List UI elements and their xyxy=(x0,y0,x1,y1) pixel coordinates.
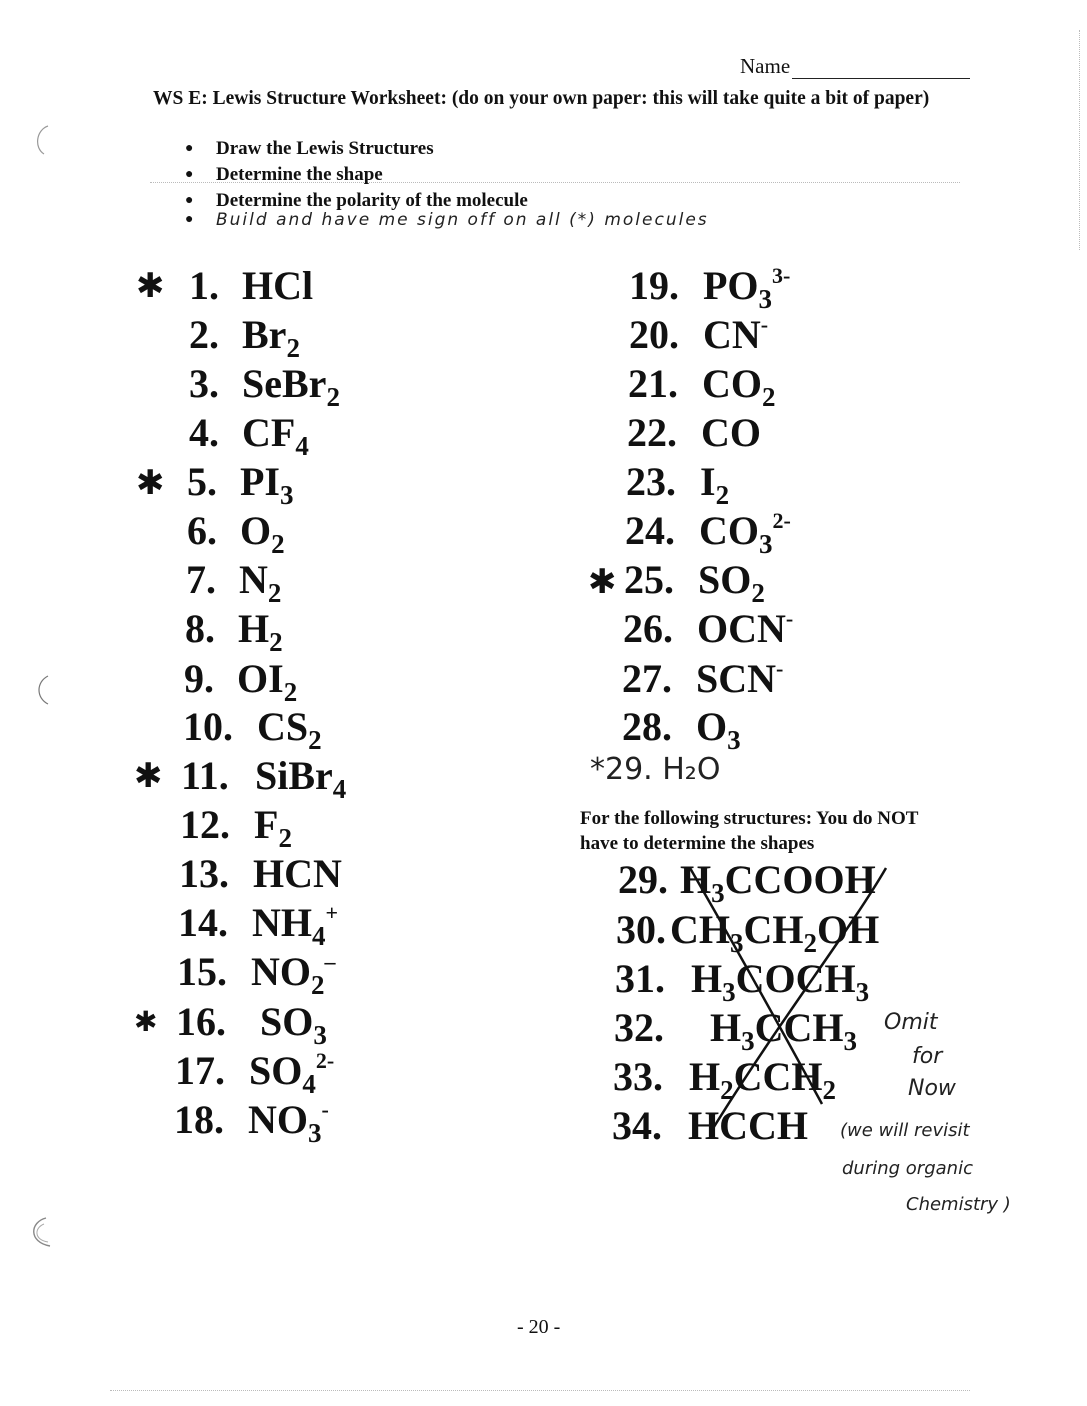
list-item: 34. HCCH xyxy=(612,1103,808,1148)
list-item: 20. CN- xyxy=(629,312,769,357)
handwritten-item: *29. H₂O xyxy=(590,752,721,787)
organic-note: For the following structures: You do NOT have to determine the shapes xyxy=(580,808,919,854)
list-item: 10. $CS_2$ xyxy=(183,704,322,755)
list-item: 3. SeBr$_2$ xyxy=(189,361,340,412)
list-item: 21. $CO_2$ xyxy=(628,361,776,412)
list-item: 14. $NH_4^+$ xyxy=(178,900,339,951)
list-item: 33. $H_2CCH_2$ xyxy=(613,1054,837,1105)
page-number: - 20 - xyxy=(517,1316,561,1338)
list-item: 1. HCl xyxy=(189,263,314,308)
list-item: 5. $PI_3$ xyxy=(187,459,294,510)
star-mark-icon: ✱ xyxy=(134,1005,158,1038)
handwritten-revisit-line: Chemistry ) xyxy=(906,1194,1011,1215)
instruction-item: ● Draw the Lewis Structures xyxy=(185,138,434,159)
list-item: 26. OCN- xyxy=(623,606,794,651)
handwritten-omit-line: for xyxy=(912,1044,943,1069)
star-mark-icon: ✱ xyxy=(134,756,163,796)
list-item: 31. $H_3COCH_3$ xyxy=(615,956,870,1007)
list-item: 24. $CO_3^{2-}$ xyxy=(625,508,791,559)
star-mark-icon: ✱ xyxy=(136,266,165,306)
name-label: Name xyxy=(740,54,791,78)
instruction-item-handwritten: ● Build and have me sign off on all (*) molecules xyxy=(185,210,709,230)
list-item: 29. $H_3CCOOH$ xyxy=(618,857,876,908)
list-item: 17. $SO_4^{2-}$ xyxy=(175,1048,335,1099)
list-item: 9. $OI_2$ xyxy=(184,656,298,707)
list-item: 8. $H_2$ xyxy=(185,606,283,657)
list-item: 16. $SO_3$ xyxy=(176,999,327,1050)
list-item: 22. CO xyxy=(627,410,761,455)
list-item: 12. $F_2$ xyxy=(180,802,292,853)
star-mark-icon: ✱ xyxy=(136,463,165,503)
list-item: 6. $O_2$ xyxy=(187,508,285,559)
handwritten-revisit-line: (we will revisit xyxy=(840,1120,970,1141)
list-item: 23. $I_2$ xyxy=(626,459,730,510)
binder-hole-icon xyxy=(30,670,60,710)
list-item: 2. $Br_2$ xyxy=(189,312,300,363)
list-item: 27. SCN- xyxy=(622,656,784,701)
handwritten-omit-line: Omit xyxy=(884,1010,938,1035)
bullet-icon: ● xyxy=(185,141,194,156)
list-item: 7. $N_2$ xyxy=(186,557,282,608)
bullet-icon: ● xyxy=(185,193,194,208)
star-mark-icon: ✱ xyxy=(588,562,617,602)
bullet-icon: ● xyxy=(185,212,194,227)
list-item: 30. $CH_3CH_2OH$ xyxy=(616,907,880,958)
instruction-item: ● Determine the shape xyxy=(185,164,383,185)
list-item: 15. $NO_2^-$ xyxy=(177,949,336,1000)
worksheet-title: WS E: Lewis Structure Worksheet: (do on your own paper: this will take quite a bit of paper) xyxy=(153,88,930,109)
list-item: 13. HCN xyxy=(179,851,342,896)
list-item: 28. $O_3$ xyxy=(622,704,741,755)
list-item: 18. $NO_3^-$ xyxy=(174,1097,329,1148)
list-item: 19. $PO_3^{3-}$ xyxy=(629,263,791,314)
list-item: 4. $CF_4$ xyxy=(189,410,309,461)
binder-hole-icon xyxy=(28,120,58,160)
instruction-item: ● Determine the polarity of the molecule xyxy=(185,190,528,211)
list-item: 25. $SO_2$ xyxy=(624,557,765,608)
list-item: 11. SiBr$_4$ xyxy=(181,753,347,804)
bullet-icon: ● xyxy=(185,167,194,182)
list-item: 32. $H_3CCH_3$ xyxy=(614,1005,858,1056)
handwritten-omit-line: Now xyxy=(908,1076,956,1101)
binder-hole-icon xyxy=(22,1212,62,1252)
handwritten-revisit-line: during organic xyxy=(842,1158,973,1179)
